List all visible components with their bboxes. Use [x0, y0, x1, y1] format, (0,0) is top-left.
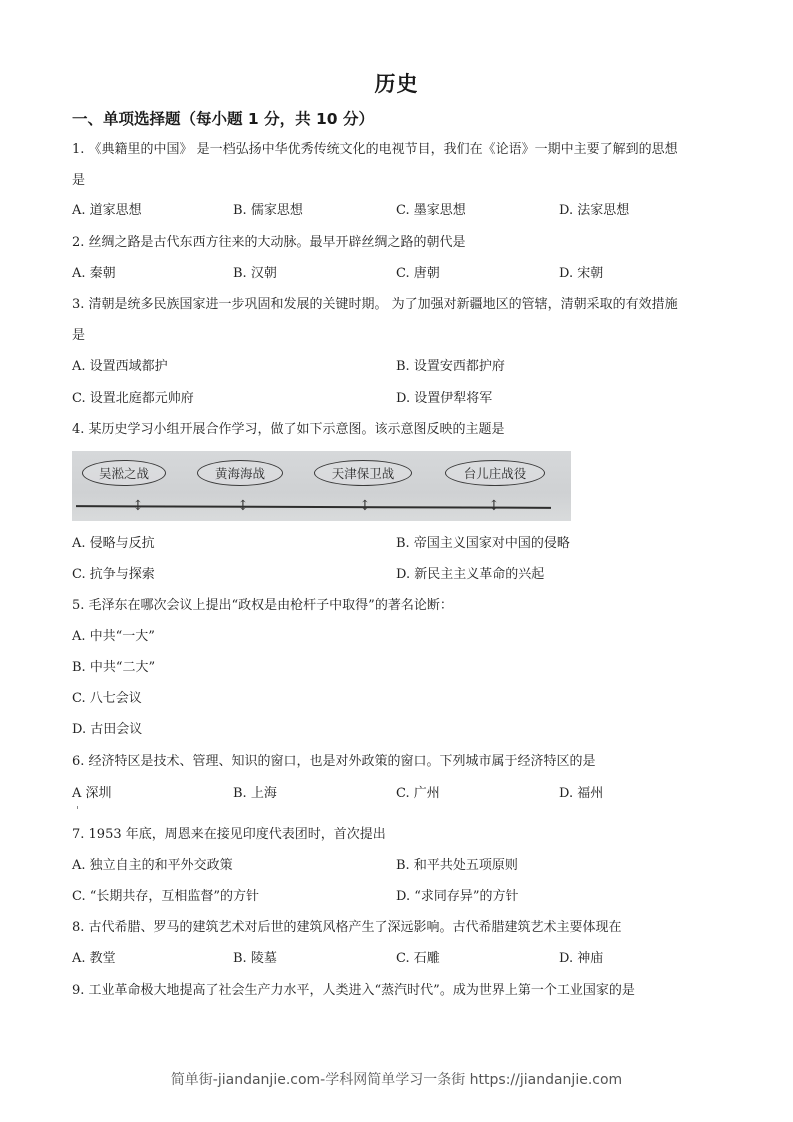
q3-option-a[interactable]: A. 设置西域都护 — [72, 359, 168, 374]
q8-option-c[interactable]: C. 石雕 — [396, 951, 440, 966]
q3-option-d[interactable]: D. 设置伊犁将军 — [396, 391, 493, 406]
page-title: 历史 — [374, 72, 419, 96]
question-8-stem: 8. 古代希腊、罗马的建筑艺术对后世的建筑风格产生了深远影响。古代希腊建筑艺术主要体现在 — [72, 920, 622, 935]
event-oval-taierzhuang: 台儿庄战役 — [445, 460, 545, 486]
question-6-stem: 6. 经济特区是技术、管理、知识的窗口，也是对外政策的窗口。下列城市属于经济特区的是 — [72, 754, 596, 769]
q7-option-a[interactable]: A. 独立自主的和平外交政策 — [72, 858, 233, 873]
q6-option-a[interactable]: A 深圳 — [72, 786, 112, 801]
q3-option-c[interactable]: C. 设置北庭都元帅府 — [72, 391, 194, 406]
q8-option-b[interactable]: B. 陵墓 — [233, 951, 277, 966]
question-2-stem: 2. 丝绸之路是古代东西方往来的大动脉。最早开辟丝绸之路的朝代是 — [72, 235, 466, 250]
footer-watermark: 简单街-jiandanjie.com-学科网简单学习一条街 https://jiandanjie.com — [170, 1072, 623, 1088]
q8-option-d[interactable]: D. 神庙 — [559, 951, 604, 966]
q1-option-c[interactable]: C. 墨家思想 — [396, 203, 466, 218]
q2-option-c[interactable]: C. 唐朝 — [396, 266, 440, 281]
q1-option-d[interactable]: D. 法家思想 — [559, 203, 630, 218]
q4-option-a[interactable]: A. 侵略与反抗 — [72, 536, 155, 551]
timeline-diagram — [72, 451, 571, 521]
q4-option-b[interactable]: B. 帝国主义国家对中国的侵略 — [396, 536, 570, 551]
q7-option-b[interactable]: B. 和平共处五项原则 — [396, 858, 518, 873]
event-oval-wusong: 吴淞之战 — [82, 460, 166, 486]
event-oval-tianjin: 天津保卫战 — [314, 460, 412, 486]
q5-option-b[interactable]: B. 中共“二大” — [72, 660, 156, 675]
q7-option-d[interactable]: D. “求同存异”的方针 — [396, 889, 519, 904]
q5-option-d[interactable]: D. 古田会议 — [72, 722, 143, 737]
double-arrow-icon: ↕ — [237, 498, 249, 514]
q7-option-c[interactable]: C. “长期共存，互相监督”的方针 — [72, 889, 260, 904]
q8-option-a[interactable]: A. 教堂 — [72, 951, 116, 966]
question-9-stem: 9. 工业革命极大地提高了社会生产力水平，人类进入“蒸汽时代”。成为世界上第一个工业国家的是 — [72, 983, 635, 998]
double-arrow-icon: ↕ — [488, 498, 500, 514]
q5-option-a[interactable]: A. 中共“一大” — [72, 629, 155, 644]
q1-option-a[interactable]: A. 道家思想 — [72, 203, 142, 218]
double-arrow-icon: ↕ — [132, 498, 144, 514]
q2-option-b[interactable]: B. 汉朝 — [233, 266, 277, 281]
question-1-stem-cont: 是 — [72, 173, 86, 188]
q4-option-c[interactable]: C. 抗争与探索 — [72, 567, 155, 582]
question-4-stem: 4. 某历史学习小组开展合作学习，做了如下示意图。该示意图反映的主题是 — [72, 422, 505, 437]
question-7-stem: 7. 1953 年底，周恩来在接见印度代表团时，首次提出 — [72, 827, 386, 842]
q4-option-d[interactable]: D. 新民主主义革命的兴起 — [396, 567, 545, 582]
section-heading: 一、单项选择题（每小题 1 分，共 10 分） — [72, 110, 374, 128]
question-1-stem: 1. 《典籍里的中国》 是一档弘扬中华优秀传统文化的电视节目，我们在《论语》一期中主要了解到的思想 — [72, 142, 678, 157]
q6-option-d[interactable]: D. 福州 — [559, 786, 604, 801]
timeline-line — [76, 505, 551, 509]
question-5-stem: 5. 毛泽东在哪次会议上提出“政权是由枪杆子中取得”的著名论断： — [72, 598, 453, 613]
q2-option-a[interactable]: A. 秦朝 — [72, 266, 116, 281]
q2-option-d[interactable]: D. 宋朝 — [559, 266, 604, 281]
event-oval-yellow-sea: 黄海海战 — [197, 460, 283, 486]
question-3-stem-cont: 是 — [72, 328, 86, 343]
q3-option-b[interactable]: B. 设置安西都护府 — [396, 359, 505, 374]
question-3-stem: 3. 清朝是统多民族国家进一步巩固和发展的关键时期。 为了加强对新疆地区的管辖，清朝采取的有效措施 — [72, 297, 678, 312]
q6-option-c[interactable]: C. 广州 — [396, 786, 440, 801]
q5-option-c[interactable]: C. 八七会议 — [72, 691, 142, 706]
q6-option-b[interactable]: B. 上海 — [233, 786, 277, 801]
q1-option-b[interactable]: B. 儒家思想 — [233, 203, 303, 218]
double-arrow-icon: ↕ — [359, 498, 371, 514]
scan-speck — [77, 806, 78, 809]
